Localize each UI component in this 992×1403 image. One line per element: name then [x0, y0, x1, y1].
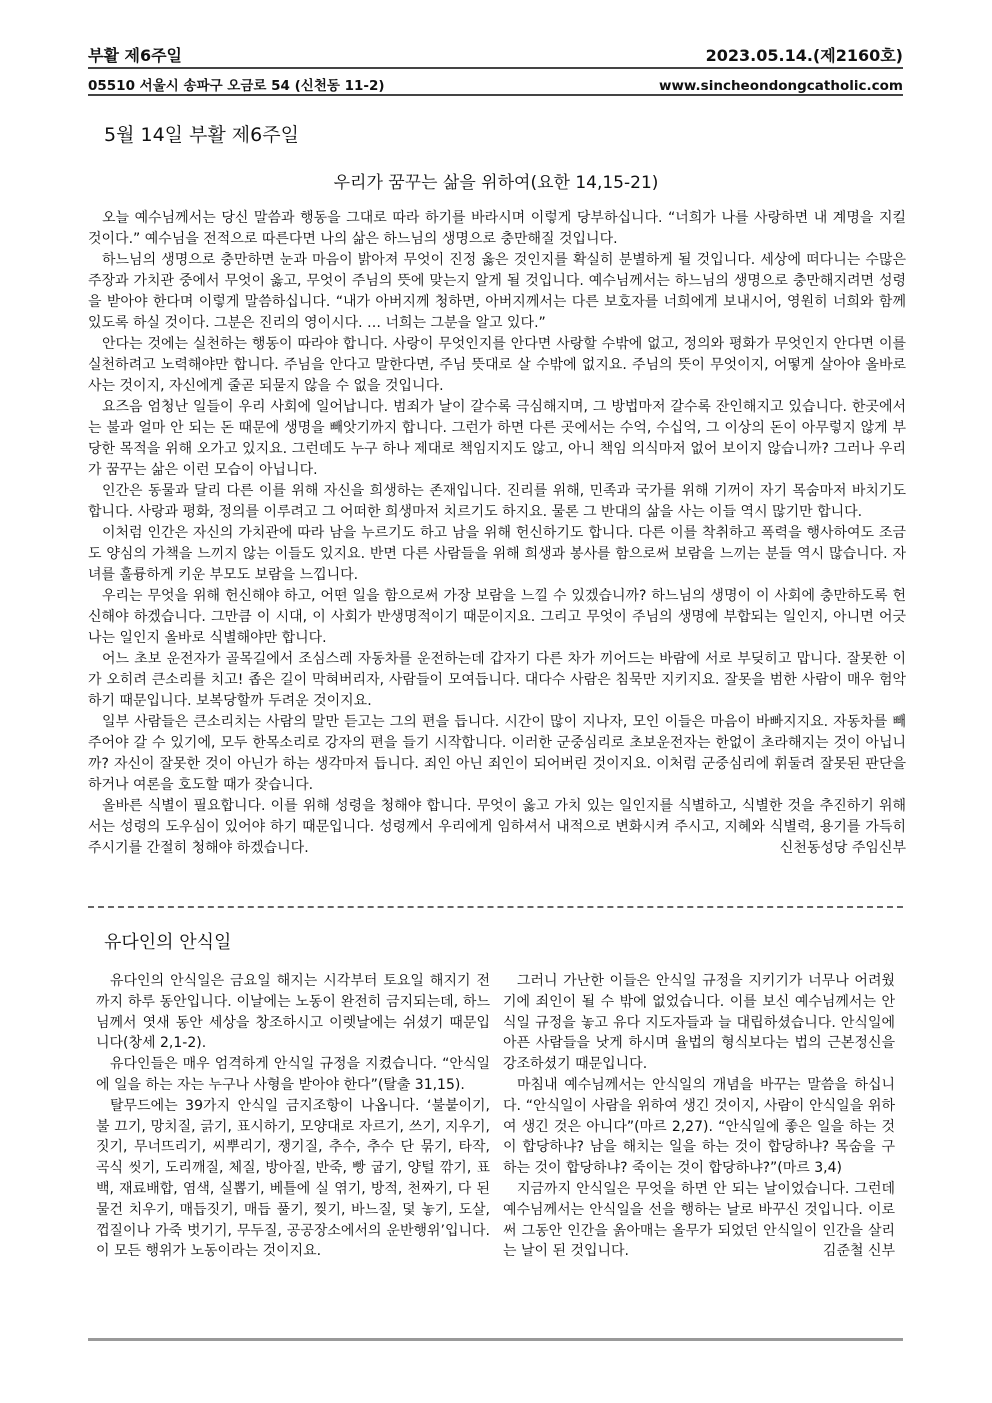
sabbath-paragraph: 그러니 가난한 이들은 안식일 규정을 지키기가 너무나 어려웠기에 죄인이 될 수 밖에 없었습니다. 이를 보신 예수님께서는 안식일 규정을 놓고 유다 지도자들과 늘 대립하셨습니다. 안식일에 아픈 사람들을 낫게 하시며 율법의 형식보다는 법의 근본정신을 강조하셨기 때문입니다. [503, 973, 895, 1073]
sabbath-paragraph-last [503, 1179, 895, 1262]
sabbath-title: 유다인의 안식일 [104, 932, 232, 953]
sabbath-signature: 김준철 신부 [822, 1243, 895, 1260]
sermon-paragraph: 안다는 것에는 실천하는 행동이 따라야 합니다. 사랑이 무엇인지를 안다면 사랑할 수밖에 없고, 정의와 평화가 무엇인지 안다면 이를 실천하려고 노력해야만 합니다. 주님을 안다고 말한다면, 주님 뜻대로 살 수밖에 없지요. 주님의 뜻이 무엇이지, 어떻게 살아야 올바로 사는 것이지, 자신에게 줄곧 되묻지 않을 수 없을 것입니다. [88, 336, 906, 394]
sabbath-column-right [503, 971, 895, 1262]
season-label: 부활 제6주일 [88, 46, 182, 65]
sabbath-paragraph: 마침내 예수님께서는 안식일의 개념을 바꾸는 말씀을 하십니다. “안식일이 사람을 위하여 생긴 것이지, 사람이 안식일을 위하여 생긴 것은 아니다”(마르 2,27). “안식일에 좋은 일을 하는 것이 합당하냐? 남을 해치는 일을 하는 것이 합당하냐? 목숨을 구하는 것이 합당하냐? 죽이는 것이 합당하냐?”(마르 3,4) [503, 1076, 895, 1177]
masthead-rule-bottom [88, 94, 903, 96]
sermon-paragraph-text: 올바른 식별이 필요합니다. 이를 위해 성령을 청해야 합니다. 무엇이 옳고 가치 있는 일인지를 식별하고, 식별한 것을 추진하기 위해서는 성령의 도우심이 있어야 하기 때문입니다. 성령께서 우리에게 임하셔서 내적으로 변화시켜 주시고, 지혜와 식별력, 용기를 가득히 주시기를 간절히 청해야 하겠습니다. [88, 798, 906, 856]
sabbath-paragraph: 탈무드에는 39가지 안식일 금지조항이 나옵니다. ‘불붙이기, 불 끄기, 망치질, 긁기, 표시하기, 모양대로 자르기, 쓰기, 지우기, 짓기, 무너뜨리기, 씨뿌리기, 쟁기질, 추수, 추수 단 묶기, 타작, 곡식 씻기, 도리깨질, 체질, 방아질, 반죽, 빵 굽기, 양털 깎기, 표백, 재료배합, 염색, 실뽑기, 베틀에 실 엮기, 방적, 천짜기, 다 된 물건 치우기, 매듭짓기, 매듭 풀기, 찢기, 바느질, 덫 놓기, 도살, 껍질이나 가죽 벗기기, 무두질, 공공장소에서의 운반행위’입니다. 이 모든 행위가 노동이라는 것이지요. [96, 1097, 490, 1260]
sermon-paragraph-last [88, 796, 906, 859]
masthead-bottom [88, 72, 903, 94]
sermon-paragraph: 오늘 예수님께서는 당신 말씀과 행동을 그대로 따라 하기를 바라시며 이렇게 당부하십니다. “너희가 나를 사랑하면 내 계명을 지킬 것이다.” 예수님을 전적으로 따른다면 나의 삶은 하느님의 생명으로 충만해질 것입니다. [88, 210, 906, 247]
sermon-signature: 신천동성당 주임신부 [779, 840, 906, 856]
website-link[interactable]: www.sincheondongcatholic.com [658, 78, 903, 94]
sabbath-paragraph-text: 지금까지 안식일은 무엇을 하면 안 되는 날이었습니다. 그런데 예수님께서는 안식일을 선을 행하는 날로 바꾸신 것입니다. 이로써 그동안 인간을 옭아매는 올무가 되었던 안식일이 인간을 살리는 날이 된 것입니다. [503, 1180, 895, 1260]
sermon-paragraph: 어느 초보 운전자가 골목길에서 조심스레 자동차를 운전하는데 갑자기 다른 차가 끼어드는 바람에 서로 부딪히고 맙니다. 잘못한 이가 오히려 큰소리를 치고! 좁은 길이 막혀버리자, 사람들이 모여듭니다. 대다수 사람은 침묵만 지키지요. 잘못을 범한 사람이 매우 험악하기 때문입니다. 보복당할까 두려운 것이지요. [88, 651, 906, 709]
sabbath-paragraph: 유다인들은 매우 엄격하게 안식일 규정을 지켰습니다. “안식일에 일을 하는 자는 누구나 사형을 받아야 한다”(탈출 31,15). [96, 1056, 490, 1093]
issue-label: 2023.05.14.(제2160호) [705, 46, 903, 65]
section-divider [88, 906, 903, 908]
sermon-paragraph: 인간은 동물과 달리 다른 이를 위해 자신을 희생하는 존재입니다. 진리를 위해, 민족과 국가를 위해 기꺼이 자기 목숨마저 바치기도 합니다. 사랑과 평화, 정의를 이루려고 그 어떠한 희생마저 치르기도 하지요. 물론 그 반대의 삶을 사는 이들 역시 많기만 합니다. [88, 483, 906, 520]
address-label: 05510 서울시 송파구 오금로 54 (신천동 11-2) [88, 78, 385, 94]
sermon-paragraph: 요즈음 엄청난 일들이 우리 사회에 일어납니다. 범죄가 날이 갈수록 극심해지며, 그 방법마저 갈수록 잔인해지고 있습니다. 한곳에서는 불과 얼마 안 되는 돈 때문에 생명을 빼앗기까지 합니다. 그런가 하면 다른 곳에서는 수억, 수십억, 그 이상의 돈이 아무렇지 않게 부당한 목적을 위해 오가고 있지요. 그런데도 누구 하나 제대로 책임지지도 않고, 아니 책임 의식마저 없어 보이지 않습니까? 그러나 우리가 꿈꾸는 삶은 이런 모습이 아닙니다. [88, 399, 906, 478]
section-title: 5월 14일 부활 제6주일 [104, 124, 299, 146]
sermon-paragraph: 일부 사람들은 큰소리치는 사람의 말만 듣고는 그의 편을 듭니다. 시간이 많이 지나자, 모인 이들은 마음이 바빠지지요. 자동차를 빼주어야 갈 수 있기에, 모두 한목소리로 강자의 편을 들기 시작합니다. 이러한 군중심리로 초보운전자는 한없이 초라해지는 것이 아닙니까? 자신이 잘못한 것이 아닌가 하는 생각마저 듭니다. 죄인 아닌 죄인이 되어버린 것이지요. 이처럼 군중심리에 휘둘려 잘못된 판단을 하거나 여론을 호도할 때가 잦습니다. [88, 714, 906, 793]
footer-rule [88, 1338, 903, 1341]
sermon-paragraph: 하느님의 생명으로 충만하면 눈과 마음이 밝아져 무엇이 진정 옳은 것인지를 확실히 분별하게 될 것입니다. 세상에 떠다니는 수많은 주장과 가치관 중에서 무엇이 옳고, 무엇이 주님의 뜻에 맞는지 알게 될 것입니다. 예수님께서는 하느님의 생명으로 충만해지려면 성령을 받아야 한다며 이렇게 말씀하십니다. “내가 아버지께 청하면, 아버지께서는 다른 보호자를 너희에게 보내시어, 영원히 너희와 함께 있도록 하실 것이다. 그분은 진리의 영이시다. … 너희는 그분을 알고 있다.” [88, 252, 906, 331]
sabbath-column-left [96, 971, 490, 1262]
masthead-rule [88, 67, 903, 69]
sabbath-paragraph: 유다인의 안식일은 금요일 해지는 시각부터 토요일 해지기 전까지 하루 동안입니다. 이날에는 노동이 완전히 금지되는데, 하느님께서 엿새 동안 세상을 창조하시고 이렛날에는 쉬셨기 때문입니다(창세 2,1-2). [96, 973, 490, 1052]
masthead-top [88, 40, 903, 66]
sermon-body [88, 208, 906, 859]
sermon-paragraph: 이처럼 인간은 자신의 가치관에 따라 남을 누르기도 하고 남을 위해 헌신하기도 합니다. 다른 이를 착취하고 폭력을 행사하여도 조금도 양심의 가책을 느끼지 않는 이들도 있지요. 반면 다른 사람들을 위해 희생과 봉사를 함으로써 보람을 느끼는 분들 역시 많습니다. 자녀를 훌륭하게 키운 부모도 보람을 느낍니다. [88, 525, 906, 583]
sermon-paragraph: 우리는 무엇을 위해 헌신해야 하고, 어떤 일을 함으로써 가장 보람을 느낄 수 있겠습니까? 하느님의 생명이 이 사회에 충만하도록 헌신해야 하겠습니다. 그만큼 이 시대, 이 사회가 반생명적이기 때문이지요. 그리고 무엇이 주님의 생명에 부합되는 일인지, 아니면 어긋나는 일인지 올바로 식별해야만 합니다. [88, 588, 906, 646]
sermon-title: 우리가 꿈꾸는 삶을 위하여(요한 14,15-21) [333, 173, 659, 193]
